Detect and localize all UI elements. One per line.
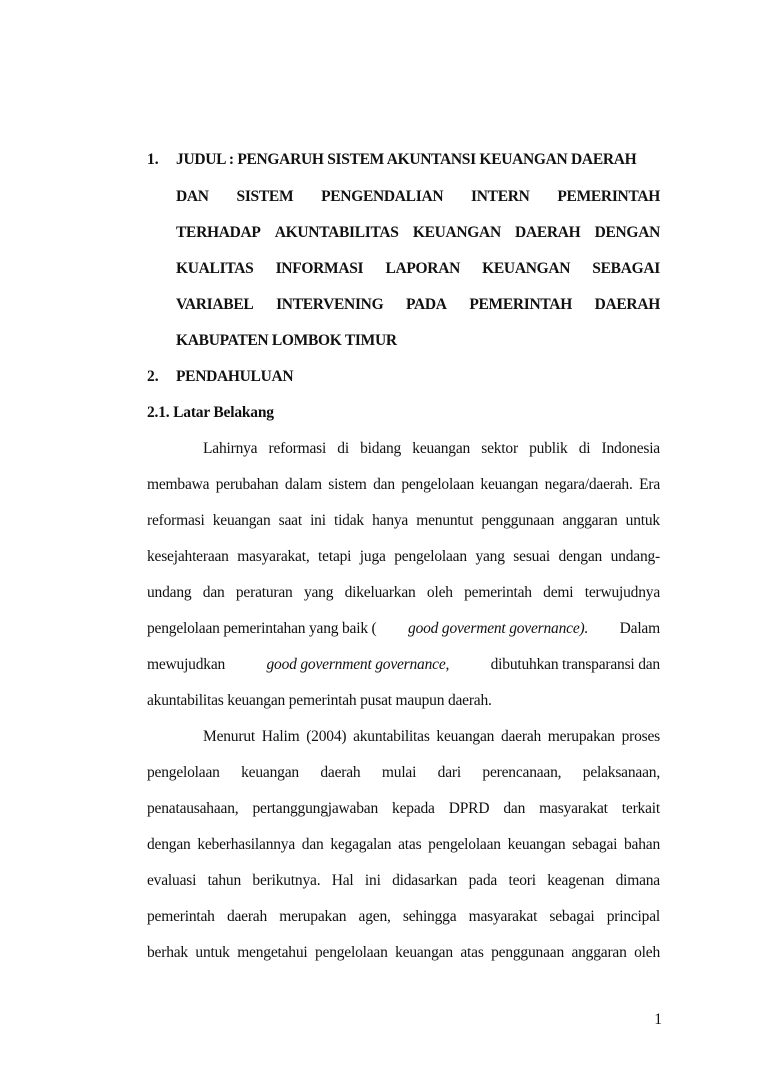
title-word: DAN [176,188,209,205]
paragraph-1-line-4: kesejahteraan masyarakat, tetapi juga pengelolaan yang sesuai dengan undang- [147,548,660,565]
paragraph-1-line-6 [147,619,660,639]
paragraph-text: pengelolaan pemerintahan yang baik ( [147,620,377,637]
title-line-3 [176,223,660,243]
section-2-title: PENDAHULUAN [176,368,294,385]
title-word: PEMERINTAH [557,188,660,205]
paragraph-text: Lahirnya reformasi di bidang keuangan sektor publik di Indonesia [203,440,660,457]
title-word: INFORMASI [275,260,364,277]
page-number: 1 [654,1011,662,1028]
title-word: SISTEM [236,188,294,205]
paragraph-text: dibutuhkan transparansi dan [490,656,660,673]
section-2-number: 2. [147,368,159,385]
title-word: PEMERINTAH [469,296,572,313]
title-line-1-text: JUDUL : PENGARUH SISTEM AKUNTANSI KEUANGAN DAERAH [176,151,637,168]
paragraph-2-line-2: pengelolaan keuangan daerah mulai dari perencanaan, pelaksanaan, [147,764,660,781]
title-line-6 [176,331,660,351]
paragraph-2-line-4: dengan keberhasilannya dan kegagalan atas pengelolaan keuangan sebagai bahan [147,836,660,853]
title-word: KUALITAS [176,260,254,277]
title-word: DAERAH [515,224,581,241]
title-word: INTERVENING [276,296,384,313]
italic-phrase: good government governance, [266,656,450,673]
title-word: PENGENDALIAN [321,188,444,205]
title-word: PADA [405,296,447,313]
paragraph-2-line-1: Menurut Halim (2004) akuntabilitas keuangan daerah merupakan proses [203,728,660,745]
title-word: INTERN [471,188,530,205]
title-word: KEUANGAN [412,224,501,241]
paragraph-1-line-8: akuntabilitas keuangan pemerintah pusat maupun daerah. [147,692,492,709]
title-line-2 [176,187,660,207]
title-line-6-text: KABUPATEN LOMBOK TIMUR [176,332,397,349]
section-1-number: 1. [147,151,159,168]
title-word: AKUNTABILITAS [274,224,399,241]
title-word: DAERAH [594,296,660,313]
title-word: VARIABEL [176,296,254,313]
title-line-1 [176,150,660,170]
title-line-4 [176,259,660,279]
title-line-5 [176,295,660,315]
subsection-title: 2.1. Latar Belakang [147,404,274,421]
paragraph-2-line-7: berhak untuk mengetahui pengelolaan keuangan atas penggunaan anggaran oleh [147,944,660,961]
title-word: TERHADAP [176,224,261,241]
paragraph-text: mewujudkan [147,656,226,673]
paragraph-2-line-3: penatausahaan, pertanggungjawaban kepada DPRD dan masyarakat terkait [147,800,660,817]
italic-phrase: good goverment governance). [408,620,589,637]
paragraph-1-line-3: reformasi keuangan saat ini tidak hanya menuntut penggunaan anggaran untuk [147,512,660,529]
paragraph-1-line-5: undang dan peraturan yang dikeluarkan oleh pemerintah demi terwujudnya [147,584,660,601]
paragraph-1-line-7 [147,655,660,675]
paragraph-2-line-5: evaluasi tahun berikutnya. Hal ini didasarkan pada teori keagenan dimana [147,872,660,889]
title-word: KEUANGAN [482,260,571,277]
paragraph-1-line-1 [203,439,660,459]
paragraph-2-line-6: pemerintah daerah merupakan agen, sehingga masyarakat sebagai principal [147,908,660,925]
title-word: SEBAGAI [592,260,660,277]
title-word: DENGAN [594,224,660,241]
paragraph-text: Dalam [619,620,660,637]
paragraph-1-line-2: membawa perubahan dalam sistem dan pengelolaan keuangan negara/daerah. Era [147,476,660,493]
title-word: LAPORAN [385,260,460,277]
